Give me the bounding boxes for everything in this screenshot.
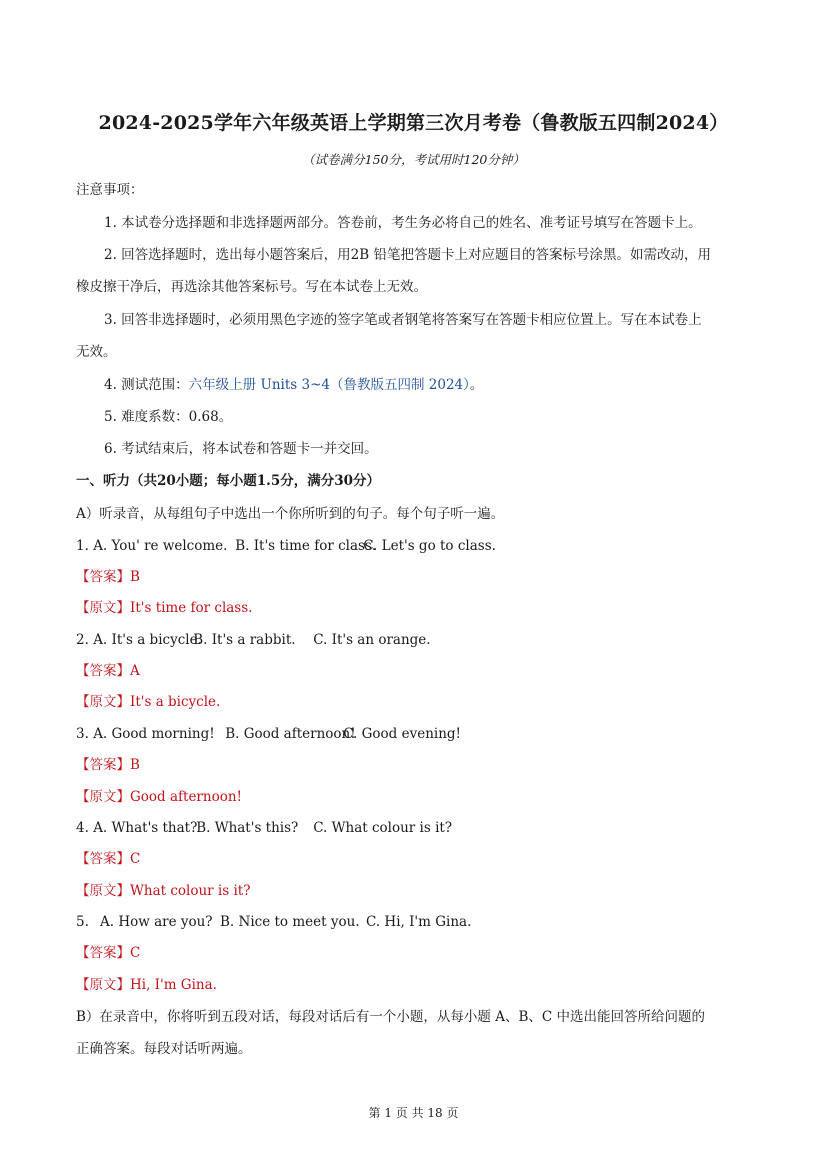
answer-4: [76, 850, 140, 868]
notice-4-suffix: 。: [469, 377, 484, 393]
source-text: What colour is it?: [130, 883, 251, 899]
notice-2-line-2: 橡皮擦干净后，再选涂其他答案标号。写在本试卷上无效。: [76, 279, 427, 295]
source-text: Hi, I'm Gina.: [130, 977, 217, 993]
option-b: B. What's this?: [196, 820, 299, 836]
answer-value: B: [130, 757, 140, 773]
question-number: 5.: [76, 914, 89, 930]
question-5: [76, 913, 471, 931]
question-number: 2.: [76, 632, 89, 648]
answer-value: C: [130, 945, 141, 961]
answer-value: C: [130, 851, 141, 867]
exam-subtitle: （试卷满分150分，考试用时120分钟）: [302, 152, 525, 167]
option-a: A. Good morning!: [93, 726, 215, 742]
option-a: A. It's a bicycle.: [93, 632, 202, 648]
answer-label: 【答案】: [76, 663, 130, 679]
option-b: B. Nice to meet you.: [220, 914, 360, 930]
source-label: 【原文】: [76, 694, 130, 710]
option-a: A. How are you?: [100, 914, 213, 930]
answer-label: 【答案】: [76, 945, 130, 961]
source-1: [76, 599, 252, 617]
option-c: C. Hi, I'm Gina.: [366, 914, 472, 930]
question-number: 4.: [76, 820, 89, 836]
notice-3-line-1: 3. 回答非选择题时，必须用黑色字迹的签字笔或者钢笔将答案写在答题卡相应位置上。写在本试卷上: [104, 312, 702, 328]
option-c: C. Good evening!: [343, 726, 461, 742]
question-number: 3.: [76, 726, 89, 742]
notice-1: 1. 本试卷分选择题和非选择题两部分。答卷前，考生务必将自己的姓名、准考证号填写在答题卡上。: [104, 215, 702, 231]
notice-2-line-1: 2. 回答选择题时，选出每小题答案后，用2B 铅笔把答题卡上对应题目的答案标号涂黑。如需改动，用: [104, 247, 711, 263]
question-2: [76, 631, 431, 649]
exam-title: 2024-2025学年六年级英语上学期第三次月考卷（鲁教版五四制2024）: [98, 112, 729, 134]
answer-1: [76, 568, 140, 586]
part-a-instruction: A）听录音，从每组句子中选出一个你所听到的句子。每个句子听一遍。: [76, 506, 505, 522]
option-c: C. Let's go to class.: [363, 538, 496, 554]
source-text: It's time for class.: [130, 600, 253, 616]
question-1: [76, 537, 496, 555]
option-c: C. It's an orange.: [313, 632, 431, 648]
part-b-instruction-line-1: B）在录音中，你将听到五段对话，每段对话后有一个小题，从每小题 A、B、C 中选出能回答所给问题的: [76, 1009, 706, 1025]
source-label: 【原文】: [76, 977, 130, 993]
answer-3: [76, 756, 140, 774]
source-label: 【原文】: [76, 600, 130, 616]
section-1-heading: 一、听力（共20小题；每小题1.5分，满分30分）: [76, 473, 381, 489]
notice-3-line-2: 无效。: [76, 344, 117, 360]
question-3: [76, 725, 461, 743]
notice-4: [104, 376, 483, 394]
answer-5: [76, 944, 140, 962]
answer-label: 【答案】: [76, 569, 130, 585]
source-text: Good afternoon!: [130, 789, 242, 805]
notice-heading: 注意事项：: [76, 182, 144, 198]
source-5: [76, 976, 217, 994]
option-b: B. It's a rabbit.: [193, 632, 296, 648]
answer-2: [76, 662, 140, 680]
notice-6: 6. 考试结束后，将本试卷和答题卡一并交回。: [104, 441, 378, 457]
question-4: [76, 819, 452, 837]
page-footer: 第 1 页 共 18 页: [368, 1106, 459, 1120]
answer-label: 【答案】: [76, 851, 130, 867]
option-b: B. Good afternoon!: [225, 726, 356, 742]
source-label: 【原文】: [76, 789, 130, 805]
answer-value: A: [130, 663, 140, 679]
notice-4-prefix: 4. 测试范围：: [104, 377, 189, 393]
question-number: 1.: [76, 538, 89, 554]
option-a: A. What's that?: [93, 820, 198, 836]
notice-4-scope: 六年级上册 Units 3~4（鲁教版五四制 2024）: [188, 377, 470, 393]
option-a: A. You' re welcome.: [93, 538, 228, 554]
source-4: [76, 882, 250, 900]
source-label: 【原文】: [76, 883, 130, 899]
notice-5: 5. 难度系数：0.68。: [104, 409, 233, 425]
part-b-instruction-line-2: 正确答案。每段对话听两遍。: [76, 1041, 252, 1057]
source-3: [76, 788, 242, 806]
source-text: It's a bicycle.: [130, 694, 221, 710]
answer-value: B: [130, 569, 140, 585]
answer-label: 【答案】: [76, 757, 130, 773]
option-b: B. It's time for class.: [235, 538, 377, 554]
source-2: [76, 693, 220, 711]
option-c: C. What colour is it?: [313, 820, 453, 836]
